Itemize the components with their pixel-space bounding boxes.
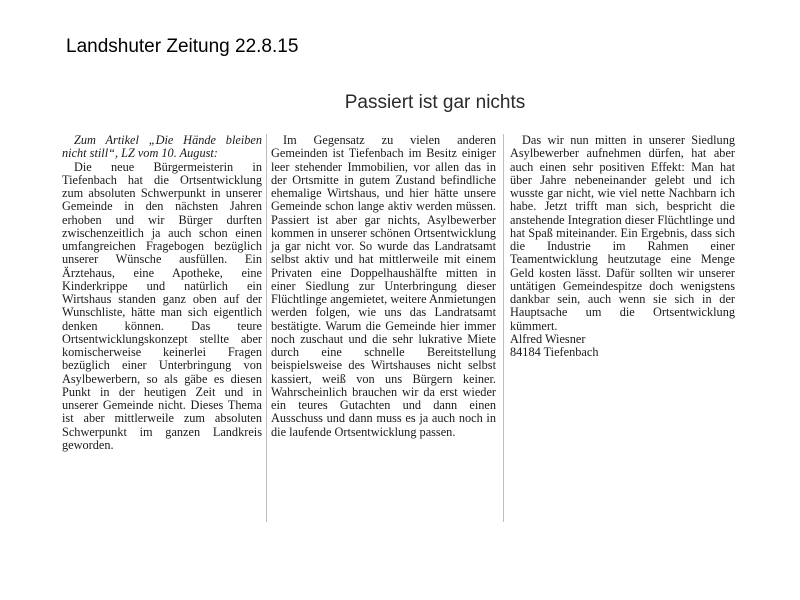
article-paragraph: Die neue Bürgermeisterin in Tiefenbach hat die Ortsentwicklung zum absoluten Schwerpunkt in unserer Gemeinde in den nächsten Jahren erhoben und wir Bürger durften zwischenzeitlich ja auch schon einen umfangreichen Fragebogen bezüglich unserer Wünsche ausfüllen. Ein Ärztehaus, eine Apotheke, eine Kinderkrippe und natürlich ein Wirtshaus standen ganz oben auf der Wunschliste, hätte man sich eigentlich denken können. Das teure Ortsentwicklungskonzept stellte aber komischerweise keinerlei Fragen bezüglich einer Unterbringung von Asylbewerbern, so als gäbe es diesen Punkt in der heutigen Zeit und in unserer Gemeinde nicht. Dieses Thema ist aber mittlerweile zum absoluten Schwerpunkt im ganzen Landkreis geworden. — [62, 159, 262, 452]
source-label: Landshuter Zeitung 22.8.15 — [66, 36, 299, 57]
column-divider — [503, 134, 504, 522]
article-intro: Zum Artikel „Die Hände bleiben nicht still“, LZ vom 10. August: — [62, 133, 262, 161]
signature-name: Alfred Wiesner — [510, 331, 586, 346]
signature-address: 84184 Tiefenbach — [510, 345, 599, 359]
signature — [510, 333, 735, 360]
article-column-2 — [271, 134, 496, 439]
article-column-3 — [510, 134, 735, 359]
article-paragraph: Im Gegensatz zu vielen anderen Gemeinden ist Tiefenbach im Besitz einiger leer stehender Immobilien, vor allen das in der Ortsmitte in gutem Zustand befindliche ehemalige Wirtshaus, und hier hätte unsere Gemeinde schon lange aktiv werden müssen. Passiert ist aber gar nichts, Asylbewerber kommen in unserer schönen Ortsentwicklung ja gar nicht vor. So wurde das Landratsamt selbst aktiv und hat mittlerweile mit einem Privaten eine Doppelhaushälfte mitten in einer Siedlung zur Unterbringung dieser Flüchtlinge angemietet, weitere Anmietungen werden folgen, wie uns das Landratsamt bestätigte. Warum die Gemeinde hier immer noch zuschaut und die sehr lukrative Miete durch eine schnelle Bereitstellung beispielsweise des Wirtshauses nicht selbst kassiert, weiß von uns Bürgern keiner. Wahrscheinlich brauchen wir da erst wieder ein teures Gutachten und dann einen Ausschuss und dann muss es ja auch noch in die laufende Ortsentwicklung passen. — [271, 133, 496, 439]
column-divider — [266, 134, 267, 522]
article-column-1 — [62, 134, 262, 452]
article-headline: Passiert ist gar nichts — [344, 92, 526, 113]
article-paragraph: Das wir nun mitten in unserer Siedlung Asylbewerber aufnehmen dürfen, hat aber auch einen sehr positiven Effekt: Man hat über Jahre nebeneinander gelebt und ich wusste gar nicht, wie viel nette Nachbarn ich habe. Jetzt trifft man sich, bespricht die anstehende Integration dieser Flüchtlinge und hat Spaß miteinander. Ein Ergebnis, dass sich die Industrie im Rahmen einer Teamentwicklung heutzutage eine Menge Geld kosten lässt. Dafür sollten wir unserer untätigen Gemeindespitze doch wenigstens dankbar sein, auch wenn sie sich in der Hauptsache um die Ortsentwicklung kümmert. — [510, 133, 735, 333]
